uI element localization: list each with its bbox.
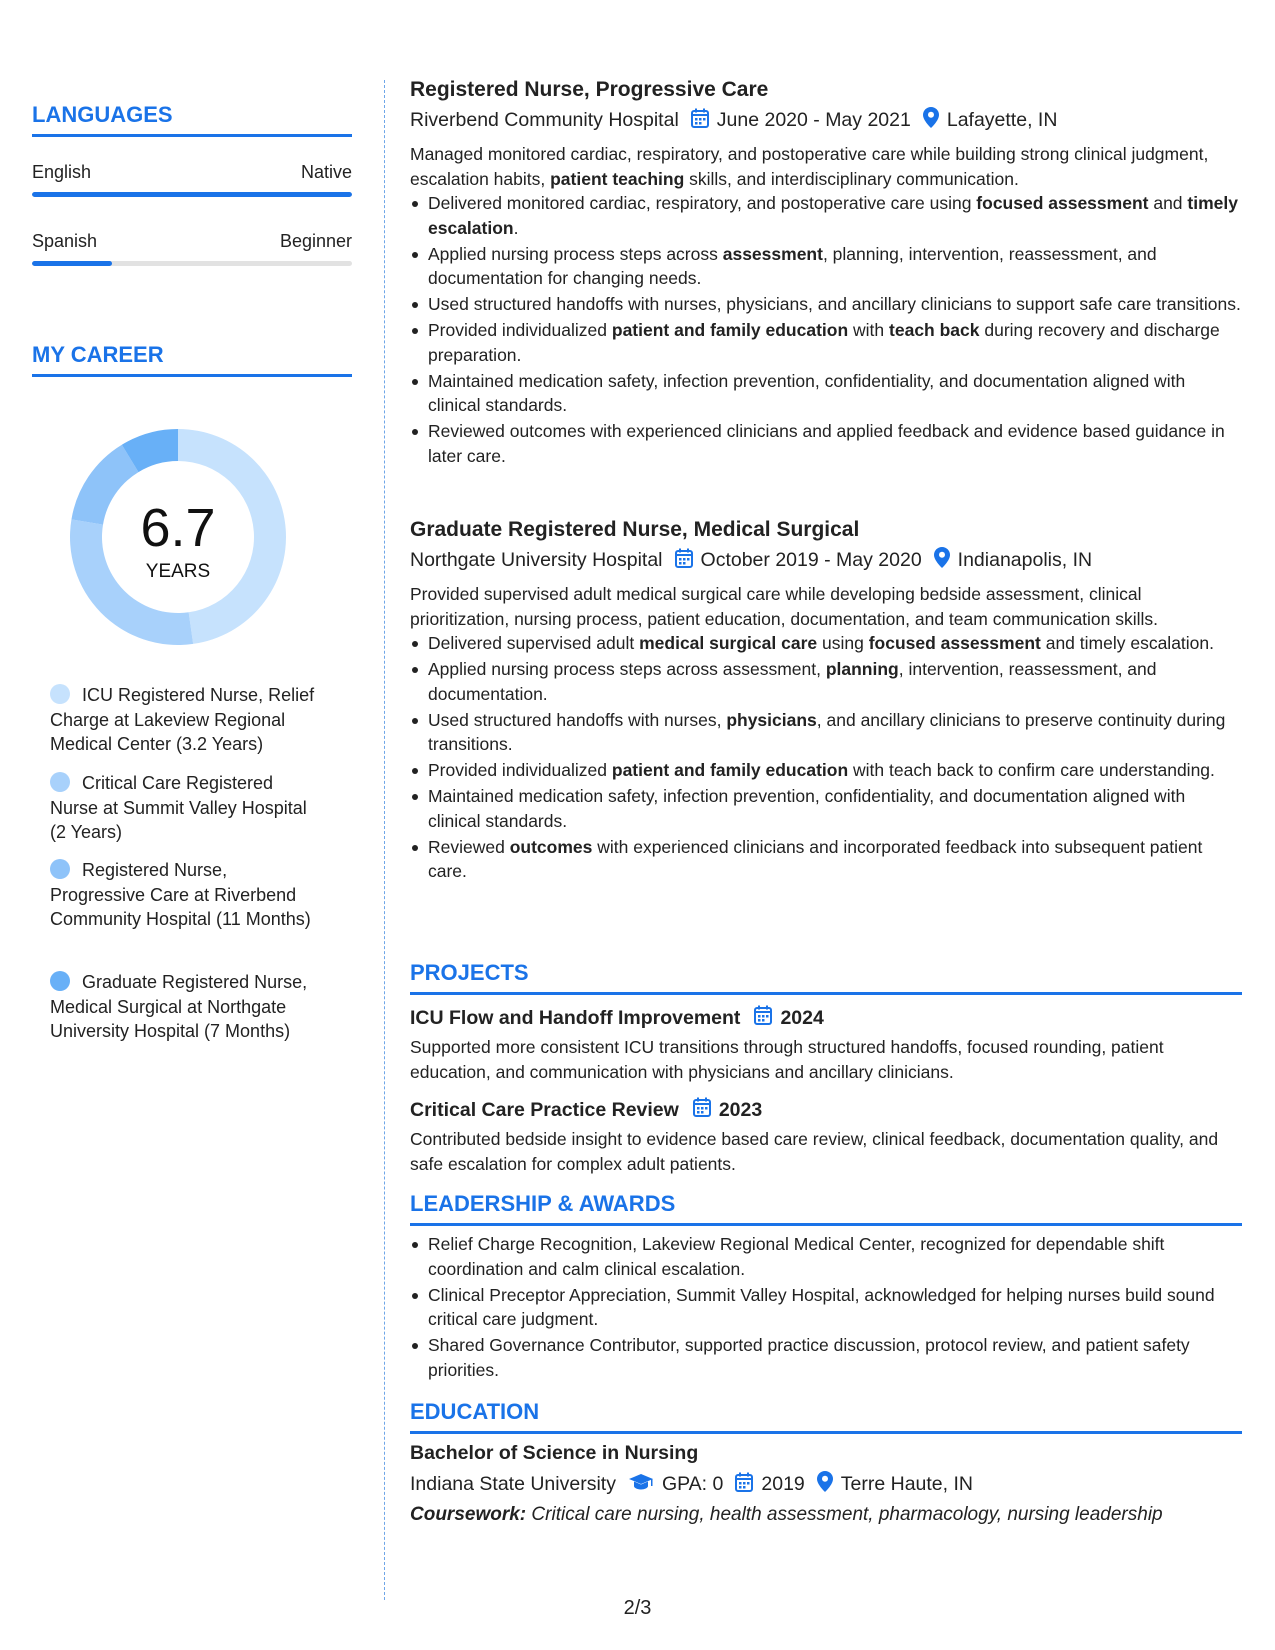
- projects-title: PROJECTS: [410, 960, 529, 985]
- projects-rule: [410, 992, 1242, 995]
- job-bullet: Provided individualized patient and family education with teach back during recovery and discharge preparation.: [428, 318, 1242, 367]
- calendar-icon: [693, 1097, 711, 1123]
- career-legend-label: Graduate Registered Nurse, Medical Surgical at Northgate University Hospital (7 Months): [50, 972, 308, 1041]
- map-pin-icon: [817, 1471, 833, 1498]
- job-meta: [410, 107, 1242, 134]
- language-bar-fill: [32, 192, 352, 197]
- career-legend-label: ICU Registered Nurse, Relief Charge at Lakeview Regional Medical Center (3.2 Years): [50, 685, 315, 754]
- job-dates: June 2020 - May 2021: [716, 109, 911, 131]
- education-location: Terre Haute, IN: [840, 1473, 973, 1495]
- language-row: [32, 231, 352, 252]
- career-legend-label: Critical Care Registered Nurse at Summit Valley Hospital (2 Years): [50, 773, 307, 842]
- job-bullet: Maintained medication safety, infection prevention, confidentiality, and documentation aligned with clinical standards.: [428, 369, 1242, 418]
- job-summary: Provided supervised adult medical surgical care while developing bedside assessment, clinical prioritization, nursing process, patient education, documentation, and team communication skills.: [410, 584, 1159, 629]
- job-meta: [410, 547, 1242, 574]
- legend-dot: [50, 684, 70, 704]
- map-pin-icon: [934, 547, 950, 574]
- education-title: EDUCATION: [410, 1399, 540, 1424]
- page-number: 2/3: [623, 1597, 652, 1619]
- leadership-rule: [410, 1223, 1242, 1226]
- graduation-cap-icon: [628, 1473, 654, 1497]
- coursework-text: Critical care nursing, health assessment, pharmacology, nursing leadership: [531, 1504, 1163, 1525]
- school: Indiana State University: [410, 1473, 616, 1495]
- job-bullet: Maintained medication safety, infection prevention, confidentiality, and documentation aligned with clinical standards.: [428, 784, 1242, 833]
- job-bullet: Applied nursing process steps across assessment, planning, intervention, reassessment, and documentation for changing needs.: [428, 242, 1242, 291]
- column-divider: [384, 80, 385, 1600]
- project-name: Critical Care Practice Review: [410, 1098, 679, 1121]
- list-item: Relief Charge Recognition, Lakeview Regional Medical Center, recognized for dependable shift coordination and calm clinical escalation.: [428, 1232, 1242, 1281]
- job-title: Graduate Registered Nurse, Medical Surgical: [410, 518, 860, 541]
- job-summary: Managed monitored cardiac, respiratory, and postoperative care while building strong clinical judgment, escalation habits, patient teaching skills, and interdisciplinary communication.: [410, 144, 1209, 189]
- degree: Bachelor of Science in Nursing: [410, 1442, 699, 1464]
- projects-section: [410, 960, 1242, 1176]
- years-label: YEARS: [145, 561, 211, 582]
- job-bullet: Reviewed outcomes with experienced clinicians and applied feedback and evidence based guidance in later care.: [428, 419, 1242, 468]
- job-location: Lafayette, IN: [946, 109, 1058, 131]
- career-legend-item: [50, 858, 320, 932]
- total-years: 6.7: [140, 498, 216, 558]
- languages-title: LANGUAGES: [32, 102, 173, 127]
- job-bullet: Provided individualized patient and family education with teach back to confirm care understanding.: [428, 758, 1242, 783]
- calendar-icon: [754, 1005, 772, 1031]
- language-level: Native: [300, 162, 352, 182]
- language-row: [32, 162, 352, 183]
- employer: Northgate University Hospital: [410, 549, 663, 571]
- project-desc: Contributed bedside insight to evidence based care review, clinical feedback, documentation quality, and safe escalation for complex adult patients.: [410, 1129, 1219, 1174]
- job-bullet: Used structured handoffs with nurses, physicians, and ancillary clinicians to support safe care transitions.: [428, 292, 1242, 317]
- job-location: Indianapolis, IN: [957, 549, 1093, 571]
- calendar-icon: [675, 548, 693, 574]
- project-desc: Supported more consistent ICU transitions through structured handoffs, focused rounding, patient education, and communication with physicians and ancillary clinicians.: [410, 1037, 1164, 1082]
- job-bullet: Delivered supervised adult medical surgical care using focused assessment and timely escalation.: [428, 631, 1242, 656]
- graduation-year: 2019: [761, 1473, 805, 1495]
- career-legend-item: [50, 683, 320, 757]
- education-rule: [410, 1431, 1242, 1434]
- job-entry: [410, 78, 1242, 470]
- education-meta: [410, 1471, 1242, 1498]
- job-bullet: Delivered monitored cardiac, respiratory, and postoperative care using focused assessment and timely escalation.: [428, 191, 1242, 240]
- leadership-title: LEADERSHIP & AWARDS: [410, 1191, 676, 1216]
- career-legend-label: Registered Nurse, Progressive Care at Riverbend Community Hospital (11 Months): [50, 860, 311, 929]
- map-pin-icon: [923, 107, 939, 134]
- education-section: [410, 1399, 1242, 1528]
- employer: Riverbend Community Hospital: [410, 109, 679, 131]
- coursework: [410, 1503, 1242, 1528]
- language-level: Beginner: [279, 231, 352, 251]
- career-legend-item: [50, 970, 320, 1044]
- career-title: MY CAREER: [32, 342, 164, 367]
- language-bar: [32, 192, 352, 197]
- list-item: Shared Governance Contributor, supported practice discussion, protocol review, and patient safety priorities.: [428, 1333, 1242, 1382]
- career-rule: [32, 374, 352, 377]
- project-title: [410, 1097, 1242, 1123]
- project-year: 2023: [718, 1098, 763, 1121]
- job-bullets: [410, 631, 1242, 884]
- project-year: 2024: [780, 1006, 824, 1029]
- project-name: ICU Flow and Handoff Improvement: [410, 1006, 741, 1029]
- job-title: Registered Nurse, Progressive Care: [410, 78, 769, 101]
- donut-center: [66, 425, 290, 649]
- calendar-icon: [735, 1472, 753, 1498]
- legend-dot: [50, 971, 70, 991]
- job-bullet: Applied nursing process steps across assessment, planning, intervention, reassessment, and documentation.: [428, 657, 1242, 706]
- career-legend-item: [50, 771, 320, 845]
- gpa: GPA: 0: [661, 1473, 724, 1495]
- list-item: Clinical Preceptor Appreciation, Summit Valley Hospital, acknowledged for helping nurses build sound critical care judgment.: [428, 1283, 1242, 1332]
- job-bullet: Used structured handoffs with nurses, physicians, and ancillary clinicians to preserve continuity during transitions.: [428, 708, 1242, 757]
- job-bullets: [410, 191, 1242, 468]
- coursework-label: Coursework:: [410, 1504, 527, 1525]
- leadership-list: [410, 1232, 1242, 1382]
- project-title: [410, 1005, 1242, 1031]
- job-entry: [410, 518, 1242, 885]
- language-name: English: [32, 162, 92, 182]
- career-donut-chart: [66, 425, 290, 649]
- language-bar: [32, 261, 352, 266]
- leadership-section: [410, 1191, 1242, 1384]
- language-bar-fill: [32, 261, 112, 266]
- languages-rule: [32, 134, 352, 137]
- calendar-icon: [691, 108, 709, 134]
- legend-dot: [50, 772, 70, 792]
- job-bullet: Reviewed outcomes with experienced clinicians and incorporated feedback into subsequent patient care.: [428, 835, 1242, 884]
- legend-dot: [50, 859, 70, 879]
- language-name: Spanish: [32, 231, 98, 251]
- job-dates: October 2019 - May 2020: [700, 549, 922, 571]
